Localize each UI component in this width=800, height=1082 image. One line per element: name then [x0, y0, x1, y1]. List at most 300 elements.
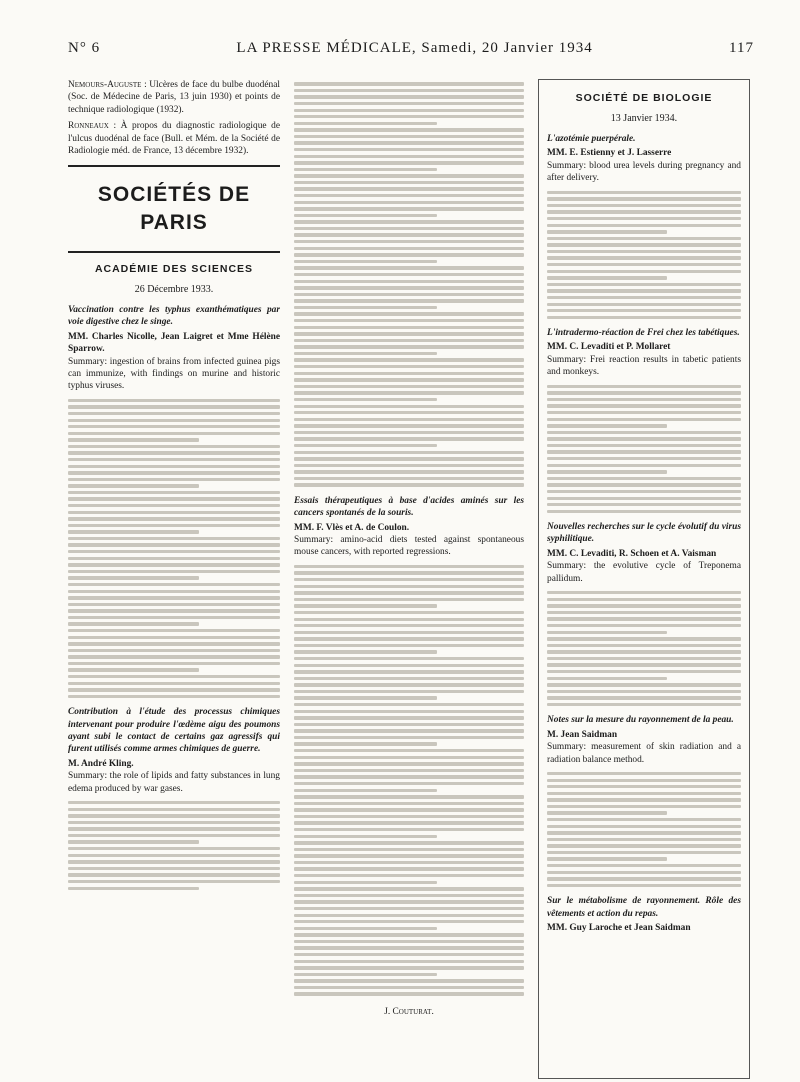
- text-line-placeholder: [294, 280, 524, 283]
- text-line-placeholder: [294, 398, 437, 401]
- text-line-placeholder: [547, 309, 741, 312]
- text-line-placeholder: [68, 537, 280, 540]
- text-line-placeholder: [68, 543, 280, 546]
- text-line-placeholder: [547, 418, 741, 421]
- text-line-placeholder: [294, 109, 524, 112]
- text-line-placeholder: [547, 398, 741, 401]
- article-authors: MM. C. Levaditi, R. Schoen et A. Vaisman: [547, 548, 717, 559]
- body-text-placeholder: [294, 565, 524, 996]
- text-line-placeholder: [294, 835, 437, 838]
- text-line-placeholder: [68, 504, 280, 507]
- text-line-placeholder: [547, 798, 741, 801]
- divider: [68, 165, 280, 167]
- text-line-placeholder: [547, 818, 741, 821]
- text-line-placeholder: [68, 675, 280, 678]
- text-line-placeholder: [547, 683, 741, 686]
- text-line-placeholder: [68, 478, 280, 481]
- text-line-placeholder: [294, 953, 524, 956]
- text-line-placeholder: [547, 604, 741, 607]
- text-line-placeholder: [294, 933, 524, 936]
- text-line-placeholder: [294, 293, 524, 296]
- text-line-placeholder: [294, 802, 524, 805]
- text-line-placeholder: [294, 306, 437, 309]
- text-line-placeholder: [294, 887, 524, 890]
- text-line-placeholder: [68, 590, 280, 593]
- text-line-placeholder: [68, 688, 280, 691]
- text-line-placeholder: [68, 419, 280, 422]
- text-line-placeholder: [294, 723, 524, 726]
- text-line-placeholder: [547, 663, 741, 666]
- text-line-placeholder: [547, 464, 741, 467]
- text-line-placeholder: [294, 927, 437, 930]
- text-line-placeholder: [294, 591, 524, 594]
- body-text-placeholder: [547, 191, 741, 319]
- text-line-placeholder: [547, 825, 741, 828]
- text-line-placeholder: [547, 644, 741, 647]
- text-line-placeholder: [68, 616, 280, 619]
- text-line-placeholder: [294, 782, 524, 785]
- text-line-placeholder: [68, 399, 280, 402]
- text-line-placeholder: [294, 841, 524, 844]
- text-line-placeholder: [547, 657, 741, 660]
- text-line-placeholder: [547, 404, 741, 407]
- text-line-placeholder: [547, 598, 741, 601]
- text-line-placeholder: [294, 319, 524, 322]
- text-line-placeholder: [294, 326, 524, 329]
- text-line-placeholder: [68, 412, 280, 415]
- text-line-placeholder: [294, 312, 524, 315]
- text-line-placeholder: [294, 161, 524, 164]
- text-line-placeholder: [294, 424, 524, 427]
- text-line-placeholder: [547, 779, 741, 782]
- text-line-placeholder: [294, 233, 524, 236]
- text-line-placeholder: [68, 808, 280, 811]
- article-title: Sur le métabolisme de rayonnement. Rôle des vêtements et action du repas.: [547, 896, 741, 919]
- text-line-placeholder: [547, 864, 741, 867]
- text-line-placeholder: [68, 642, 280, 645]
- text-line-placeholder: [547, 503, 741, 506]
- text-line-placeholder: [294, 578, 524, 581]
- article-summary: Summary: amino-acid diets tested against spontaneous mouse cancers, with reported regressions.: [294, 535, 524, 558]
- text-line-placeholder: [294, 405, 524, 408]
- text-line-placeholder: [547, 690, 741, 693]
- text-line-placeholder: [294, 894, 524, 897]
- text-line-placeholder: [294, 940, 524, 943]
- text-line-placeholder: [68, 821, 280, 824]
- text-line-placeholder: [547, 631, 667, 634]
- text-line-placeholder: [547, 844, 741, 847]
- text-line-placeholder: [68, 655, 280, 658]
- text-line-placeholder: [294, 339, 524, 342]
- text-line-placeholder: [68, 662, 280, 665]
- text-line-placeholder: [68, 524, 280, 527]
- text-line-placeholder: [294, 470, 524, 473]
- text-line-placeholder: [68, 438, 199, 441]
- article-summary: Summary: the evolutive cycle of Treponema pallidum.: [547, 561, 741, 584]
- text-line-placeholder: [68, 887, 199, 890]
- text-line-placeholder: [547, 792, 741, 795]
- text-line-placeholder: [547, 289, 741, 292]
- text-line-placeholder: [68, 827, 280, 830]
- text-line-placeholder: [294, 992, 524, 995]
- article-summary: Summary: measurement of skin radiation and a radiation balance method.: [547, 742, 741, 765]
- text-line-placeholder: [547, 677, 667, 680]
- text-line-placeholder: [294, 960, 524, 963]
- article-title: Vaccination contre les typhus exanthématiques par voie digestive chez le singe.: [68, 304, 280, 328]
- text-line-placeholder: [294, 986, 524, 989]
- text-line-placeholder: [547, 210, 741, 213]
- text-line-placeholder: [547, 391, 741, 394]
- text-line-placeholder: [294, 848, 524, 851]
- text-line-placeholder: [547, 276, 667, 279]
- column-left: [68, 79, 280, 1079]
- text-line-placeholder: [294, 477, 524, 480]
- text-line-placeholder: [294, 631, 524, 634]
- text-line-placeholder: [547, 483, 741, 486]
- running-head: [68, 40, 754, 57]
- text-line-placeholder: [294, 789, 437, 792]
- text-line-placeholder: [294, 920, 524, 923]
- text-line-placeholder: [294, 821, 524, 824]
- text-line-placeholder: [294, 775, 524, 778]
- text-line-placeholder: [547, 624, 741, 627]
- article-summary: Summary: blood urea levels during pregnancy and after delivery.: [547, 160, 741, 184]
- body-text-placeholder: [68, 399, 280, 698]
- article-summary: Summary: Frei reaction results in tabetic patients and monkeys.: [547, 354, 741, 378]
- signature: J. Couturat.: [384, 1006, 434, 1017]
- text-line-placeholder: [547, 811, 667, 814]
- text-line-placeholder: [294, 762, 524, 765]
- text-line-placeholder: [68, 622, 199, 625]
- academy-date: 26 Décembre 1933.: [134, 283, 214, 295]
- text-line-placeholder: [68, 873, 280, 876]
- text-line-placeholder: [294, 670, 524, 673]
- text-line-placeholder: [547, 838, 741, 841]
- column-middle: [294, 79, 524, 1079]
- text-line-placeholder: [547, 197, 741, 200]
- text-line-placeholder: [68, 517, 280, 520]
- journal-title: LA PRESSE MÉDICALE, Samedi, 20 Janvier 1934: [236, 40, 593, 56]
- text-line-placeholder: [547, 477, 741, 480]
- text-line-placeholder: [294, 900, 524, 903]
- text-line-placeholder: [294, 418, 524, 421]
- text-line-placeholder: [547, 831, 741, 834]
- section-title: SOCIÉTÉS DE PARIS: [97, 183, 251, 235]
- article-authors: M. André Kling.: [68, 758, 134, 769]
- body-text-placeholder: [547, 772, 741, 887]
- text-line-placeholder: [294, 598, 524, 601]
- text-line-placeholder: [547, 191, 741, 194]
- text-line-placeholder: [294, 854, 524, 857]
- text-line-placeholder: [547, 470, 667, 473]
- text-line-placeholder: [294, 571, 524, 574]
- text-line-placeholder: [547, 617, 741, 620]
- text-line-placeholder: [294, 874, 524, 877]
- text-line-placeholder: [294, 299, 524, 302]
- text-line-placeholder: [68, 609, 280, 612]
- text-line-placeholder: [68, 511, 280, 514]
- article-title: Contribution à l'étude des processus chimiques intervenant pour produire l'œdème aigu des poumons ayant subi le contact de certains gaz agressifs qui furent utilisés comme armes chimiques de guerre.: [68, 707, 280, 755]
- text-line-placeholder: [68, 458, 280, 461]
- text-line-placeholder: [294, 174, 524, 177]
- text-line-placeholder: [547, 490, 741, 493]
- text-line-placeholder: [294, 253, 524, 256]
- text-line-placeholder: [547, 703, 741, 706]
- text-line-placeholder: [68, 550, 280, 553]
- text-line-placeholder: [294, 611, 524, 614]
- text-line-placeholder: [294, 696, 437, 699]
- text-line-placeholder: [294, 411, 524, 414]
- text-line-placeholder: [294, 637, 524, 640]
- text-line-placeholder: [294, 365, 524, 368]
- text-line-placeholder: [547, 224, 741, 227]
- text-line-placeholder: [294, 352, 437, 355]
- text-line-placeholder: [68, 557, 280, 560]
- text-line-placeholder: [68, 497, 280, 500]
- text-line-placeholder: [294, 565, 524, 568]
- text-line-placeholder: [294, 881, 437, 884]
- text-line-placeholder: [294, 618, 524, 621]
- text-line-placeholder: [547, 696, 741, 699]
- text-line-placeholder: [294, 703, 524, 706]
- text-line-placeholder: [294, 979, 524, 982]
- text-line-placeholder: [294, 201, 524, 204]
- body-text-placeholder: [547, 591, 741, 706]
- text-line-placeholder: [547, 877, 741, 880]
- text-line-placeholder: [294, 644, 524, 647]
- text-line-placeholder: [68, 867, 280, 870]
- text-line-placeholder: [294, 194, 524, 197]
- text-line-placeholder: [294, 624, 524, 627]
- text-line-placeholder: [294, 683, 524, 686]
- text-line-placeholder: [68, 425, 280, 428]
- text-line-placeholder: [68, 636, 280, 639]
- text-line-placeholder: [547, 851, 741, 854]
- text-line-placeholder: [294, 391, 524, 394]
- column-right-boxed: [538, 79, 750, 1079]
- text-line-placeholder: [547, 805, 741, 808]
- article-authors: MM. Guy Laroche et Jean Saidman: [547, 922, 691, 933]
- text-line-placeholder: [547, 204, 741, 207]
- text-line-placeholder: [68, 576, 199, 579]
- text-line-placeholder: [294, 437, 524, 440]
- text-line-placeholder: [68, 405, 280, 408]
- body-text-placeholder: [68, 801, 280, 890]
- text-line-placeholder: [68, 854, 280, 857]
- text-line-placeholder: [294, 240, 524, 243]
- text-line-placeholder: [294, 585, 524, 588]
- academy-title: ACADÉMIE DES SCIENCES: [94, 262, 254, 275]
- text-line-placeholder: [294, 214, 437, 217]
- text-line-placeholder: [68, 570, 280, 573]
- text-line-placeholder: [294, 756, 524, 759]
- article-authors: M. Jean Saidman: [547, 729, 618, 740]
- text-line-placeholder: [294, 483, 524, 486]
- text-line-placeholder: [294, 207, 524, 210]
- text-line-placeholder: [294, 273, 524, 276]
- text-line-placeholder: [547, 437, 741, 440]
- text-line-placeholder: [68, 451, 280, 454]
- article-title: Notes sur la mesure du rayonnement de la peau.: [547, 715, 734, 726]
- text-line-placeholder: [547, 385, 741, 388]
- text-line-placeholder: [547, 772, 741, 775]
- article-authors: MM. F. Vlès et A. de Coulon.: [294, 522, 410, 533]
- text-line-placeholder: [294, 966, 524, 969]
- text-line-placeholder: [68, 563, 280, 566]
- text-line-placeholder: [547, 591, 741, 594]
- issue-number: N° 6: [68, 40, 101, 56]
- text-line-placeholder: [294, 431, 524, 434]
- text-line-placeholder: [547, 497, 741, 500]
- text-line-placeholder: [68, 840, 199, 843]
- text-line-placeholder: [294, 914, 524, 917]
- text-line-placeholder: [547, 283, 741, 286]
- text-line-placeholder: [547, 263, 741, 266]
- text-line-placeholder: [294, 815, 524, 818]
- text-line-placeholder: [294, 135, 524, 138]
- text-line-placeholder: [294, 749, 524, 752]
- text-line-placeholder: [547, 237, 741, 240]
- text-line-placeholder: [547, 217, 741, 220]
- text-line-placeholder: [547, 296, 741, 299]
- text-line-placeholder: [68, 484, 199, 487]
- text-line-placeholder: [294, 372, 524, 375]
- text-line-placeholder: [294, 286, 524, 289]
- text-line-placeholder: [294, 828, 524, 831]
- text-line-placeholder: [294, 657, 524, 660]
- text-line-placeholder: [294, 729, 524, 732]
- text-line-placeholder: [68, 629, 280, 632]
- text-line-placeholder: [68, 445, 280, 448]
- text-line-placeholder: [294, 769, 524, 772]
- article-title: Nouvelles recherches sur le cycle évolutif du virus syphilitique.: [547, 522, 741, 545]
- article-summary: Summary: ingestion of brains from infected guinea pigs can immunize, with findings on murine and historic typhus viruses.: [68, 356, 280, 392]
- text-line-placeholder: [294, 82, 524, 85]
- text-line-placeholder: [294, 95, 524, 98]
- text-line-placeholder: [294, 168, 437, 171]
- text-line-placeholder: [294, 690, 524, 693]
- text-line-placeholder: [547, 316, 741, 319]
- text-line-placeholder: [294, 385, 524, 388]
- text-line-placeholder: [294, 907, 524, 910]
- text-line-placeholder: [294, 345, 524, 348]
- article-summary: Summary: the role of lipids and fatty substances in lung edema produced by war gases.: [68, 771, 280, 794]
- text-line-placeholder: [547, 457, 741, 460]
- text-line-placeholder: [68, 880, 280, 883]
- text-line-placeholder: [68, 695, 280, 698]
- text-line-placeholder: [294, 247, 524, 250]
- text-line-placeholder: [294, 89, 524, 92]
- text-line-placeholder: [294, 378, 524, 381]
- text-line-placeholder: [68, 814, 280, 817]
- text-line-placeholder: [294, 742, 437, 745]
- text-line-placeholder: [294, 861, 524, 864]
- text-line-placeholder: [68, 801, 280, 804]
- text-line-placeholder: [547, 243, 741, 246]
- text-line-placeholder: [294, 710, 524, 713]
- text-line-placeholder: [294, 266, 524, 269]
- text-line-placeholder: [547, 270, 741, 273]
- text-line-placeholder: [294, 148, 524, 151]
- text-line-placeholder: [294, 444, 437, 447]
- divider: [68, 251, 280, 253]
- reference-entry: Nemours-Auguste : Ulcères de face du bulbe duodénal (Soc. de Médecine de Paris, 13 juin 1930) et points de technique radiologique (1932).: [68, 80, 280, 115]
- text-line-placeholder: [68, 860, 280, 863]
- text-line-placeholder: [547, 411, 741, 414]
- text-line-placeholder: [68, 682, 280, 685]
- text-line-placeholder: [294, 464, 524, 467]
- text-line-placeholder: [68, 668, 199, 671]
- text-line-placeholder: [68, 649, 280, 652]
- text-line-placeholder: [294, 187, 524, 190]
- text-line-placeholder: [547, 871, 741, 874]
- text-line-placeholder: [68, 596, 280, 599]
- article-authors: MM. E. Estienny et J. Lasserre: [547, 148, 672, 159]
- article-authors: MM. Charles Nicolle, Jean Laigret et Mme Hélène Sparrow.: [68, 331, 280, 355]
- text-line-placeholder: [547, 611, 741, 614]
- text-line-placeholder: [294, 181, 524, 184]
- body-text-placeholder: [547, 385, 741, 513]
- text-line-placeholder: [294, 358, 524, 361]
- text-line-placeholder: [294, 220, 524, 223]
- biologie-date: 13 Janvier 1934.: [610, 112, 678, 124]
- body-text-placeholder: [294, 82, 524, 487]
- text-line-placeholder: [68, 583, 280, 586]
- text-line-placeholder: [68, 471, 280, 474]
- text-line-placeholder: [294, 604, 437, 607]
- text-line-placeholder: [547, 250, 741, 253]
- text-line-placeholder: [547, 444, 741, 447]
- text-line-placeholder: [294, 795, 524, 798]
- page-number: 117: [729, 40, 754, 56]
- text-line-placeholder: [68, 432, 280, 435]
- text-line-placeholder: [294, 457, 524, 460]
- text-line-placeholder: [294, 650, 437, 653]
- text-line-placeholder: [68, 491, 280, 494]
- text-line-placeholder: [547, 650, 741, 653]
- text-line-placeholder: [68, 834, 280, 837]
- text-line-placeholder: [68, 530, 199, 533]
- text-line-placeholder: [547, 230, 667, 233]
- text-line-placeholder: [294, 102, 524, 105]
- article-title: Essais thérapeutiques à base d'acides aminés sur les cancers spontanés de la souris.: [294, 495, 524, 519]
- text-line-placeholder: [294, 155, 524, 158]
- text-line-placeholder: [547, 303, 741, 306]
- text-line-placeholder: [547, 637, 741, 640]
- biologie-title: SOCIÉTÉ DE BIOLOGIE: [575, 92, 713, 104]
- article-title: L'intradermo-réaction de Frei chez les tabétiques.: [547, 328, 740, 339]
- text-line-placeholder: [547, 857, 667, 860]
- text-line-placeholder: [294, 677, 524, 680]
- text-line-placeholder: [294, 332, 524, 335]
- text-line-placeholder: [294, 867, 524, 870]
- text-line-placeholder: [294, 451, 524, 454]
- text-line-placeholder: [294, 736, 524, 739]
- text-line-placeholder: [294, 716, 524, 719]
- text-line-placeholder: [68, 465, 280, 468]
- text-line-placeholder: [547, 510, 741, 513]
- text-line-placeholder: [294, 128, 524, 131]
- text-line-placeholder: [294, 115, 524, 118]
- text-line-placeholder: [68, 603, 280, 606]
- article-authors: MM. C. Levaditi et P. Mollaret: [547, 342, 671, 353]
- text-line-placeholder: [547, 450, 741, 453]
- text-line-placeholder: [547, 424, 667, 427]
- text-line-placeholder: [294, 808, 524, 811]
- text-line-placeholder: [547, 431, 741, 434]
- text-line-placeholder: [68, 847, 280, 850]
- article-title: L'azotémie puerpérale.: [547, 134, 636, 145]
